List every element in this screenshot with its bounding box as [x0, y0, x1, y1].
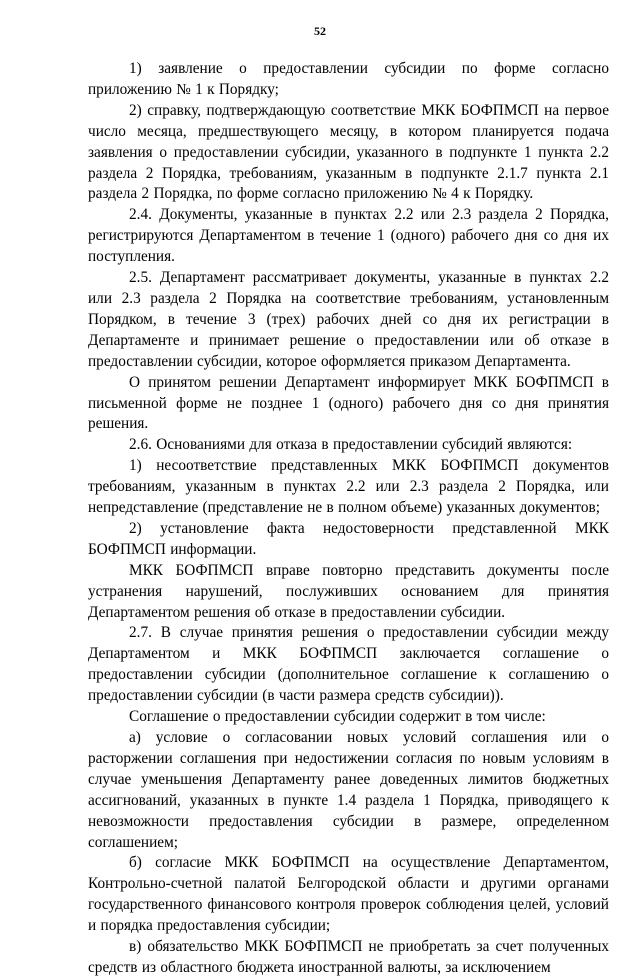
paragraph-2-5: 2.5. Департамент рассматривает документы, указанные в пунктах 2.2 или 2.3 раздела 2 Порядка на соответствие требованиям, установленным Порядком, в течение 3 (трех) рабочих дней со дня их регистрации в Департаменте и принимает решение о предоставлении или об отказе в предоставлении субсидии, которое оформляется приказом Департамента. — [88, 269, 609, 370]
paragraph-condition-a: а) условие о согласовании новых условий соглашения или о расторжении соглашения при недостижении согласия по новым условиям в случае уменьшения Департаменту ранее доведенных лимитов бюджетных ассигнований, указанных в пункте 1.4 раздела 1 Порядка, приводящего к невозможности предоставления субсидии в размере, определенном соглашением; — [88, 729, 609, 851]
paragraph-resubmission: МКК БОФПМСП вправе повторно представить документы после устранения нарушений, послуживших основанием для принятия Департаментом решения об отказе в предоставлении субсидии. — [88, 561, 609, 621]
paragraph-refusal-2: 2) установление факта недостоверности представленной МКК БОФПМСП информации. — [88, 519, 609, 558]
paragraph-condition-b: б) согласие МКК БОФПМСП на осуществление Департаментом, Контрольно-счетной палатой Белгородской области и другими органами государственного финансового контроля проверок соблюдения целей, условий и порядка предоставления субсидии; — [88, 854, 609, 935]
paragraph-2-6: 2.6. Основаниями для отказа в предоставлении субсидий являются: — [129, 436, 573, 454]
paragraph-2-7: 2.7. В случае принятия решения о предоставлении субсидии между Департаментом и МКК БОФПМСП заключается соглашение о предоставлении субсидии (дополнительное соглашение к соглашению о предоставлении субсидии (в части размера средств субсидии)). — [88, 624, 609, 705]
paragraph-application: 1) заявление о предоставлении субсидии по форме согласно приложению № 1 к Порядку; — [88, 60, 609, 98]
document-body — [88, 59, 609, 979]
paragraph-agreement-contents: Соглашение о предоставлении субсидии содержит в том числе: — [129, 708, 546, 726]
paragraph-refusal-1: 1) несоответствие представленных МКК БОФПМСП документов требованиям, указанным в пунктах 2.2 или 2.3 раздела 2 Порядка, или непредставление (представление не в полном объеме) указанных документов; — [88, 457, 609, 517]
paragraph-2-4: 2.4. Документы, указанные в пунктах 2.2 или 2.3 раздела 2 Порядка, регистрируются Департаментом в течение 1 (одного) рабочего дня со дня их поступления. — [88, 206, 609, 266]
paragraph-decision-notice: О принятом решении Департамент информирует МКК БОФПМСП в письменной форме не позднее 1 (одного) рабочего дня со дня принятия решения. — [88, 373, 609, 433]
page-number: 52 — [314, 24, 326, 38]
paragraph-certificate: 2) справку, подтверждающую соответствие МКК БОФПМСП на первое число месяца, предшествующего месяцу, в котором планируется подача заявления о предоставлении субсидии, указанного в подпункте 1 пункта 2.2 раздела 2 Порядка, требованиям, указанным в подпункте 2.1.7 пункта 2.1 раздела 2 Порядка, по форме согласно приложению № 4 к Порядку. — [88, 101, 609, 203]
paragraph-condition-c: в) обязательство МКК БОФПМСП не приобретать за счет полученных средств из областного бюджета иностранной валюты, за исключением — [88, 938, 609, 976]
